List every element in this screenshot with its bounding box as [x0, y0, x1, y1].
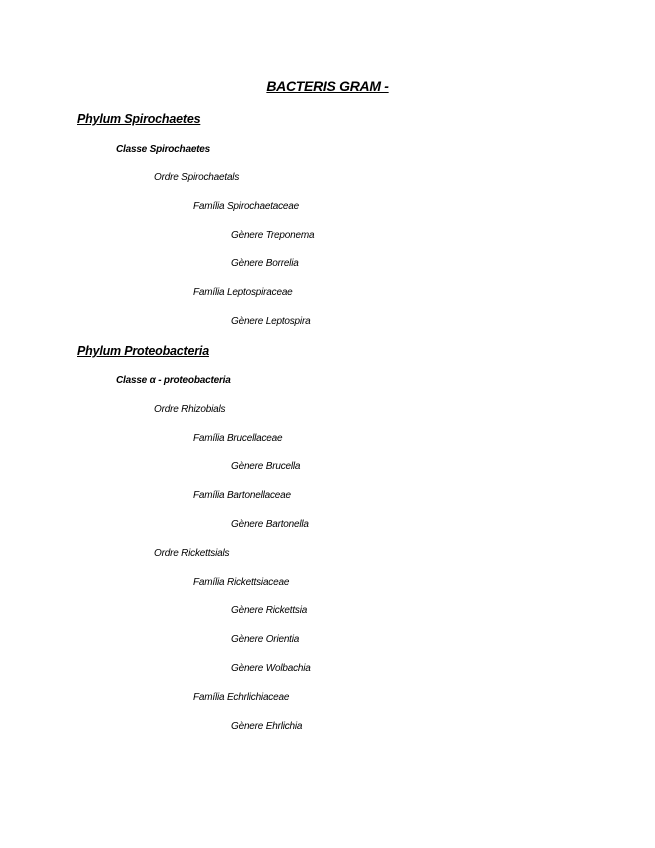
ordre-line: Ordre Rickettsials	[154, 548, 230, 559]
familia-line: Família Echrlichiaceae	[193, 692, 290, 703]
familia-line: Família Bartonellaceae	[193, 490, 291, 501]
familia-line: Família Rickettsiaceae	[193, 577, 290, 588]
familia-line: Família Leptospiraceae	[193, 287, 293, 298]
familia-line: Família Brucellaceae	[193, 433, 283, 444]
genere-line: Gènere Wolbachia	[231, 663, 311, 674]
genere-line: Gènere Bartonella	[231, 519, 309, 530]
ordre-line: Ordre Spirochaetals	[154, 172, 240, 183]
genere-line: Gènere Orientia	[231, 634, 300, 645]
classe-line: Classe Spirochaetes	[116, 144, 211, 155]
genere-line: Gènere Brucella	[231, 461, 301, 472]
genere-line: Gènere Rickettsia	[231, 605, 308, 616]
familia-line: Família Spirochaetaceae	[193, 201, 300, 212]
ordre-line: Ordre Rhizobials	[154, 404, 226, 415]
genere-line: Gènere Borrelia	[231, 258, 299, 269]
genere-line: Gènere Treponema	[231, 230, 315, 241]
genere-line: Gènere Ehrlichia	[231, 721, 303, 732]
genere-line: Gènere Leptospira	[231, 316, 311, 327]
phylum-heading: Phylum Proteobacteria	[77, 344, 209, 358]
phylum-heading: Phylum Spirochaetes	[77, 112, 201, 126]
classe-line: Classe α - proteobacteria	[116, 375, 231, 386]
document-title: BACTERIS GRAM -	[266, 78, 389, 94]
